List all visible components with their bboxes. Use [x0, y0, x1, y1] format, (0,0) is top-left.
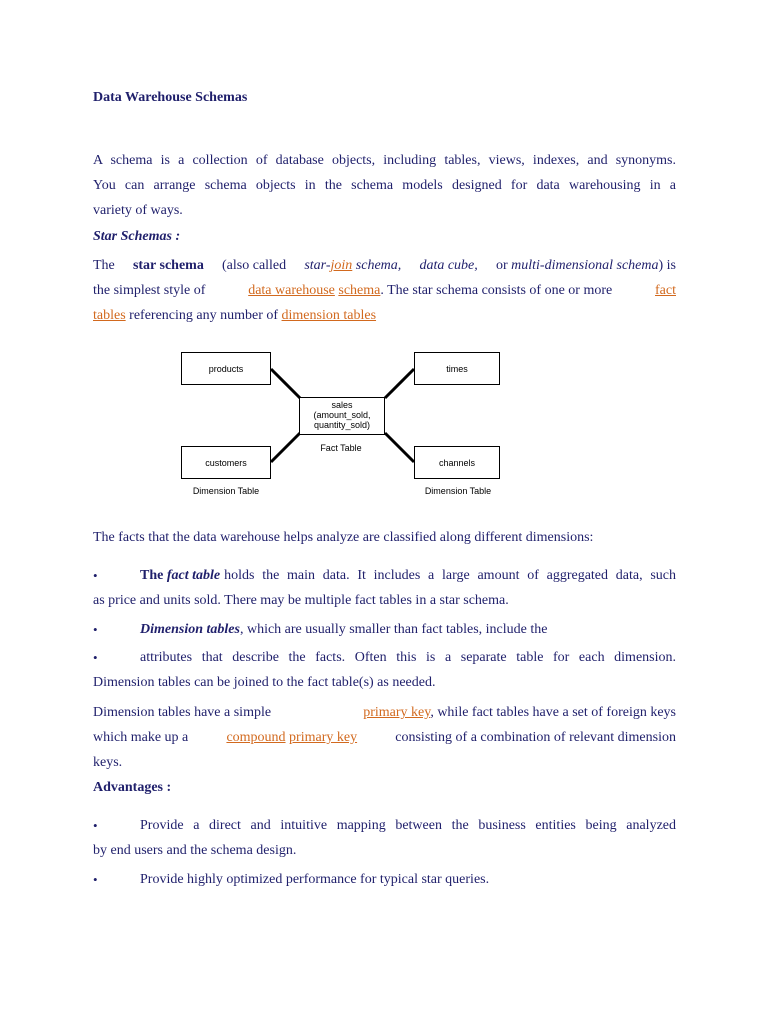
advantage-1-marker: •: [93, 818, 98, 833]
bullet-1-line-1: [140, 566, 676, 586]
text-simplest-style: the simplest style of: [93, 283, 206, 298]
connector-channels: [385, 433, 414, 462]
connector-customers: [271, 433, 300, 462]
intro-line-3: variety of ways.: [93, 203, 183, 218]
advantage-2-marker: •: [93, 872, 98, 887]
advantage-2-line: Provide highly optimized performance for typical star queries.: [140, 872, 490, 887]
primary-key-link-2[interactable]: primary key: [289, 730, 358, 745]
text-referencing: referencing any number of: [129, 308, 279, 323]
dimension-table-caption-left: Dimension Table: [192, 486, 260, 496]
advantage-1-line-1: Provide a direct and intuitive mapping between the business entities being analyzed: [140, 818, 676, 833]
page-title: Data Warehouse Schemas: [93, 90, 248, 105]
primary-key-link[interactable]: primary key: [363, 705, 431, 720]
fact-link[interactable]: fact: [655, 283, 676, 298]
bullet-1-fact-table: fact table: [166, 568, 221, 583]
connector-times: [385, 369, 414, 398]
advantages-heading: Advantages :: [93, 780, 172, 795]
text-consists-of: . The star schema consists of one or more: [380, 283, 613, 298]
bullet-3-line-2: Dimension tables can be joined to the fact table(s) as needed.: [93, 675, 436, 690]
compound-link[interactable]: compound: [226, 730, 286, 745]
sales-amount-label: (amount_sold,: [313, 410, 371, 420]
dimension-tables-link[interactable]: dimension tables: [281, 308, 377, 323]
sales-quantity-label: quantity_sold): [313, 420, 371, 430]
join-link[interactable]: join: [330, 258, 353, 273]
bullet-1-rest: holds the main data. It includes a large amount of aggregated data, such: [224, 568, 676, 583]
intro-line-1: A schema is a collection of database objects, including tables, views, indexes, and synonyms.: [93, 153, 676, 168]
star-schemas-heading: Star Schemas :: [93, 229, 181, 244]
channels-label: channels: [438, 458, 476, 468]
products-label: products: [208, 364, 244, 374]
text-is: ) is: [658, 258, 676, 273]
dimension-table-caption-right: Dimension Table: [424, 486, 492, 496]
bullet-3-line-1: attributes that describe the facts. Often this is a separate table for each dimension.: [140, 650, 676, 665]
bullet-1-the: The: [140, 568, 164, 583]
schema-link[interactable]: schema: [338, 283, 381, 298]
text-the: The: [93, 258, 115, 273]
keys-text-d: consisting of a combination of relevant dimension: [395, 730, 676, 745]
bullet-2-line: [140, 620, 676, 640]
text-also-called: (also called: [222, 258, 287, 273]
keys-line-1: [93, 703, 676, 723]
keys-line-3: keys.: [93, 755, 123, 770]
bullet-3-marker: •: [93, 650, 98, 665]
keys-text-a: Dimension tables have a simple: [93, 705, 272, 720]
advantage-1-line-2: by end users and the schema design.: [93, 843, 297, 858]
connector-products: [271, 369, 300, 398]
bullet-2-rest: , which are usually smaller than fact tables, include the: [239, 622, 548, 637]
sales-label: sales: [331, 400, 353, 410]
tables-link[interactable]: tables: [93, 308, 126, 323]
keys-line-2: [93, 728, 676, 748]
text-or: or: [495, 258, 508, 273]
facts-intro: The facts that the data warehouse helps analyze are classified along different dimensions:: [93, 530, 594, 545]
times-label: times: [446, 364, 468, 374]
text-data-cube: data cube,: [419, 258, 478, 273]
keys-text-c: which make up a: [93, 730, 189, 745]
bullet-1-marker: •: [93, 568, 98, 583]
customers-label: customers: [205, 458, 247, 468]
keys-text-b: , while fact tables have a set of foreign keys: [430, 705, 676, 720]
bullet-2-dimension-tables: Dimension tables: [140, 622, 240, 637]
text-star-prefix: star-: [304, 258, 331, 273]
data-warehouse-link[interactable]: data warehouse: [248, 283, 335, 298]
bullet-2-marker: •: [93, 622, 98, 637]
text-star-schema: star schema: [132, 258, 204, 273]
fact-table-caption: Fact Table: [320, 443, 362, 453]
intro-line-2: You can arrange schema objects in the schema models designed for data warehousing in a: [93, 178, 676, 193]
text-schema-word: schema,: [355, 258, 402, 273]
bullet-1-line-2: as price and units sold. There may be multiple fact tables in a star schema.: [93, 593, 509, 608]
text-multi-dimensional: multi-dimensional schema: [511, 258, 659, 273]
